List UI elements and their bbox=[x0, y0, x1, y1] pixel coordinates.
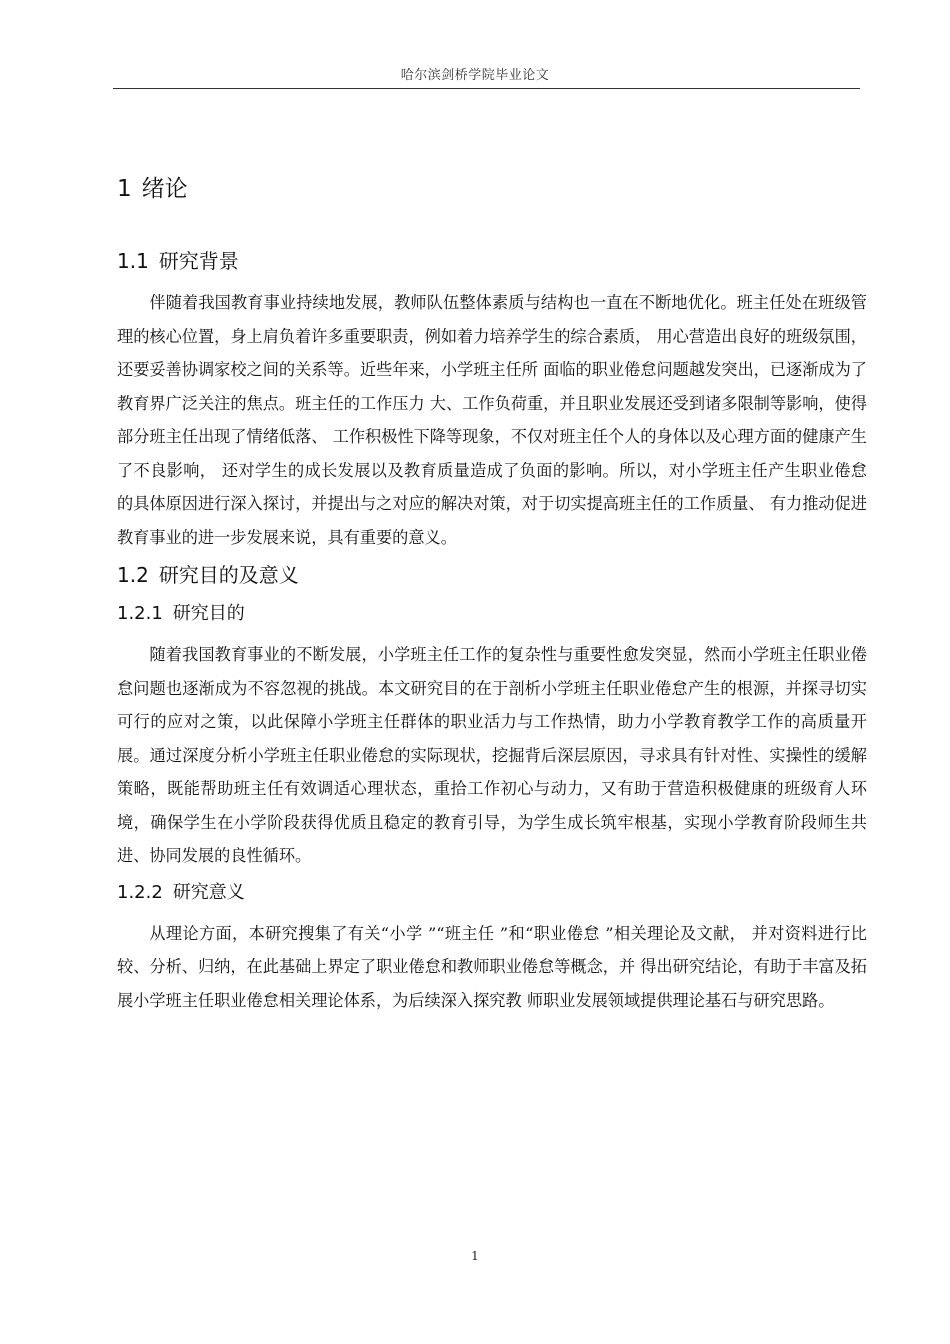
section-number: 1.1 bbox=[117, 249, 149, 273]
paragraph-research-purpose: 随着我国教育事业的不断发展，小学班主任工作的复杂性与重要性愈发突显，然而小学班主任职业倦怠问题也逐渐成为不容忽视的挑战。本文研究目的在于剖析小学班主任职业倦怠产生的根源，并探寻切实可行的应对之策，以此保障小学班主任群体的职业活力与工作热情，助力小学教育教学工作的高质量开展。通过深度分析小学班主任职业倦怠的实际现状，挖掘背后深层原因，寻求具有针对性、实操性的缓解策略，既能帮助班主任有效调适心理状态，重拾工作初心与动力，又有助于营造积极健康的班级育人环境，确保学生在小学阶段获得优质且稳定的教育引导，为学生成长筑牢根基，实现小学教育阶段师生共进、协同发展的良性循环。 bbox=[117, 645, 867, 865]
page-body bbox=[117, 168, 867, 1021]
page-number: 1 bbox=[471, 1249, 479, 1263]
subsection-title: 研究意义 bbox=[172, 881, 245, 903]
header-divider bbox=[113, 88, 860, 89]
section-title: 研究背景 bbox=[158, 249, 239, 273]
running-header: 哈尔滨剑桥学院毕业论文 bbox=[400, 68, 550, 83]
section-heading-1-1 bbox=[117, 246, 867, 276]
subsection-number: 1.2.1 bbox=[117, 603, 163, 624]
subsection-heading-1-2-1 bbox=[117, 600, 867, 628]
chapter-heading bbox=[117, 172, 867, 206]
subsection-number: 1.2.2 bbox=[117, 881, 163, 903]
chapter-number: 1 bbox=[117, 176, 132, 202]
section-heading-1-2 bbox=[117, 560, 867, 590]
subsection-title: 研究目的 bbox=[172, 603, 245, 624]
paragraph-research-background: 伴随着我国教育事业持续地发展，教师队伍整体素质与结构也一直在不断地优化。班主任处在班级管理的核心位置，身上肩负着许多重要职责，例如着力培养学生的综合素质， 用心营造出良好的班级氛围，还要妥善协调家校之间的关系等。近些年来，小学班主任所 面临的职业倦怠问题越发突出，已逐渐成为了教育界广泛关注的焦点。班主任的工作压力 大、工作负荷重，并且职业发展还受到诸多限制等影响，使得部分班主任出现了情绪低落、 工作积极性下降等现象，不仅对班主任个人的身体以及心理方面的健康产生了不良影响， 还对学生的成长发展以及教育质量造成了负面的影响。所以，对小学班主任产生职业倦怠 的具体原因进行深入探讨，并提出与之对应的解决对策，对于切实提高班主任的工作质量、 有力推动促进教育事业的进一步发展来说，具有重要的意义。 bbox=[117, 293, 867, 547]
section-title: 研究目的及意义 bbox=[158, 563, 299, 587]
chapter-title: 绪论 bbox=[141, 176, 188, 202]
paragraph-research-significance: 从理论方面，本研究搜集了有关“小学 ”“班主任 ”和“职业倦怠 ”相关理论及文献， 并对资料进行比较、分析、归纳，在此基础上界定了职业倦怠和教师职业倦怠等概念，并 得出研究结论，有助于丰富及拓展小学班主任职业倦怠相关理论体系，为后续深入探究教 师职业发展领域提供理论基石与研究思路。 bbox=[117, 923, 867, 1010]
subsection-heading-1-2-2 bbox=[117, 879, 867, 907]
section-number: 1.2 bbox=[117, 563, 149, 587]
